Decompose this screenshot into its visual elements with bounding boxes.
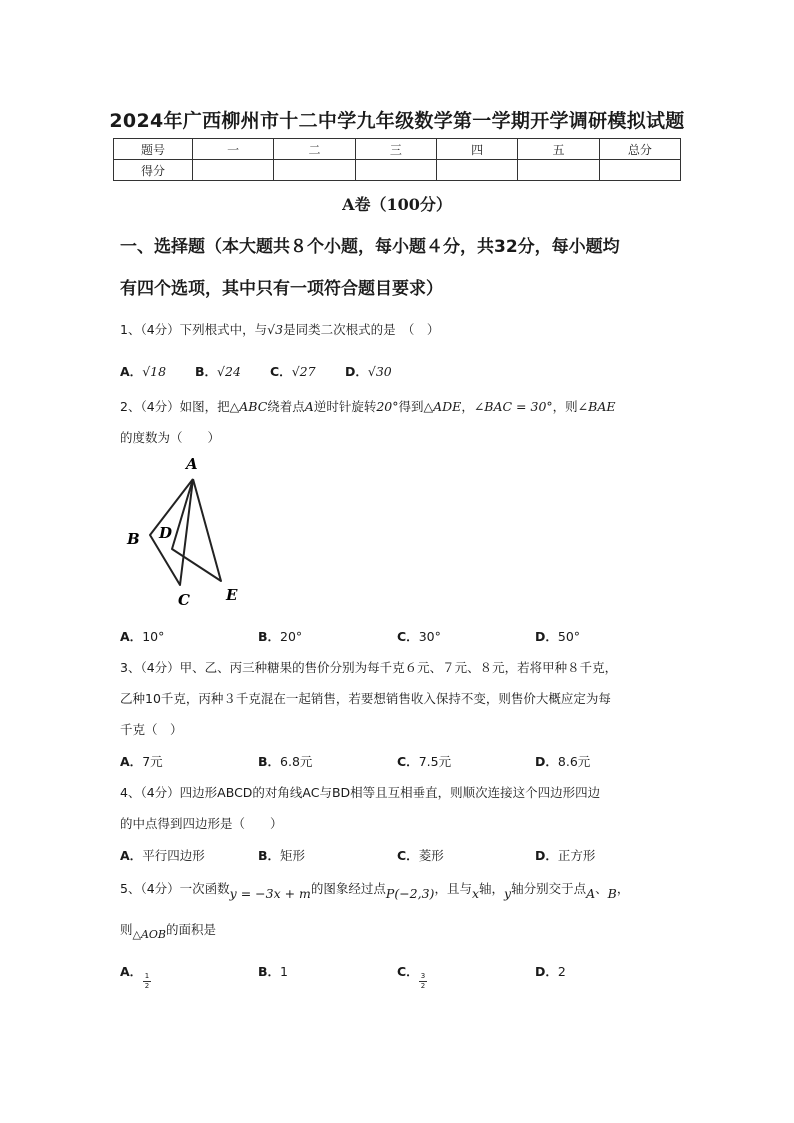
fraction-denominator: 2 — [420, 982, 426, 990]
q5-point-b: B — [607, 886, 617, 901]
score-header-cell: 五 — [518, 139, 599, 160]
score-cell — [599, 160, 680, 181]
volume-heading: A卷（100分） — [342, 195, 452, 214]
q1-radical: √3 — [267, 322, 284, 337]
q1-stem-text: 是同类二次根式的是 （ ） — [283, 322, 440, 337]
q5-y-var: y — [504, 886, 512, 901]
q5-stem-text: 则 — [120, 922, 133, 937]
score-row-label: 得分 — [114, 160, 193, 181]
option-label: C． — [270, 364, 292, 379]
q2-stem-text: 得到 — [398, 399, 424, 414]
q3-option-c — [397, 752, 451, 770]
q5-option-c — [397, 962, 419, 980]
option-label: B． — [195, 364, 218, 379]
option-value: √18 — [142, 364, 167, 379]
option-label: C． — [397, 848, 419, 863]
option-value: 8.6元 — [557, 754, 591, 769]
q5-function: y = −3x + m — [229, 886, 311, 901]
q2-triangle-ade: △ADE — [423, 399, 462, 414]
label-b: B — [127, 530, 140, 548]
q1-option-c — [270, 362, 316, 380]
option-value: 正方形 — [557, 848, 596, 863]
q2-option-b — [258, 627, 302, 645]
fraction-denominator: 2 — [144, 982, 150, 990]
q2-stem-text: 绕着点 — [267, 399, 305, 414]
q3-option-a — [120, 752, 163, 770]
fraction-numerator: 1 — [144, 972, 150, 980]
q4-option-c — [397, 846, 444, 864]
option-value: √30 — [367, 364, 392, 379]
q2-option-a — [120, 627, 164, 645]
q1-option-b — [195, 362, 241, 380]
option-label: D． — [535, 964, 558, 979]
q5-option-d — [535, 962, 566, 980]
option-label: C． — [397, 629, 419, 644]
q5-stem-text: 轴分别交于点 — [511, 881, 587, 896]
option-value: 1 — [280, 964, 288, 979]
option-label: C． — [397, 964, 419, 979]
q5-stem-text: ，且与 — [434, 881, 472, 896]
option-label: D． — [535, 754, 558, 769]
q2-stem — [120, 397, 615, 415]
q2-option-c — [397, 627, 441, 645]
q3-stem-line3: 千克（ ） — [120, 722, 183, 737]
q5-stem-text: 的面积是 — [166, 922, 217, 937]
option-value: 30° — [418, 629, 441, 644]
q4-option-a — [120, 846, 205, 864]
option-value: √24 — [217, 364, 241, 379]
score-table-header-row — [114, 139, 681, 160]
fraction-numerator: 3 — [420, 972, 426, 980]
q2-option-d — [535, 627, 580, 645]
q5-stem — [120, 879, 630, 901]
q2-rotation-figure — [120, 452, 260, 612]
option-value: 矩形 — [280, 848, 306, 863]
option-value: 6.8元 — [280, 754, 313, 769]
option-label: A． — [120, 364, 143, 379]
q3-stem-line1: 3、（4分）甲、乙、丙三种糖果的售价分别为每千克６元、７元、８元，若将甲种８千克， — [120, 660, 618, 675]
option-label: B． — [258, 754, 281, 769]
q1-stem-text: 1、（4分）下列根式中，与 — [120, 322, 268, 337]
q2-stem-text: 2、（4分）如图，把 — [120, 399, 230, 414]
score-header-cell: 四 — [436, 139, 517, 160]
score-cell — [518, 160, 599, 181]
score-header-cell: 二 — [274, 139, 355, 160]
label-d: D — [159, 524, 173, 542]
section-heading-line1: 一、选择题（本大题共８个小题，每小题４分，共32分，每小题均 — [120, 237, 620, 257]
option-label: B． — [258, 848, 281, 863]
option-label: C． — [397, 754, 419, 769]
q2-asked-angle: ∠BAE — [577, 399, 616, 414]
option-value: 20° — [280, 629, 303, 644]
q5-point: P(−2,3) — [385, 886, 435, 901]
q1-option-d — [345, 362, 392, 380]
score-header-cell: 三 — [355, 139, 436, 160]
option-label: D． — [535, 629, 558, 644]
option-label: A． — [120, 964, 143, 979]
score-cell — [274, 160, 355, 181]
q4-stem-line1: 4、（4分）四边形ABCD的对角线AC与BD相等且互相垂直，则顺次连接这个四边形四边 — [120, 785, 601, 800]
q3-option-d — [535, 752, 590, 770]
q2-angle: 20° — [376, 399, 399, 414]
q2-given-angle: ∠BAC = 30° — [473, 399, 553, 414]
score-table — [113, 138, 681, 181]
q2-stem-line2: 的度数为（ ） — [120, 430, 221, 445]
score-cell — [436, 160, 517, 181]
score-cell — [355, 160, 436, 181]
score-header-cell: 一 — [193, 139, 274, 160]
q1-stem — [120, 320, 439, 338]
option-value: 7元 — [142, 754, 163, 769]
label-c: C — [178, 591, 190, 609]
q2-stem-text: ，则 — [552, 399, 578, 414]
option-value: 50° — [557, 629, 581, 644]
triangle-ade — [172, 479, 221, 581]
score-header-cell: 总分 — [599, 139, 680, 160]
q5-stem-text: 轴， — [479, 881, 505, 896]
q4-option-d — [535, 846, 595, 864]
option-label: A． — [120, 848, 143, 863]
option-label: A． — [120, 754, 143, 769]
q5-stem-line2 — [120, 920, 217, 941]
option-label: B． — [258, 964, 281, 979]
exam-title: 2024年广西柳州市十二中学九年级数学第一学期开学调研模拟试题 — [109, 110, 685, 132]
option-label: A． — [120, 629, 143, 644]
option-value: 7.5元 — [418, 754, 452, 769]
q5-triangle: △AOB — [132, 928, 167, 941]
q5-stem-text: ， — [616, 881, 630, 896]
q5-point-a: A — [586, 886, 596, 901]
q4-option-b — [258, 846, 305, 864]
option-value: 平行四边形 — [142, 848, 205, 863]
option-label: D． — [345, 364, 368, 379]
score-table-score-row — [114, 160, 681, 181]
option-value: √27 — [291, 364, 316, 379]
option-value: 菱形 — [418, 848, 444, 863]
q3-option-b — [258, 752, 312, 770]
q2-point: A — [304, 399, 314, 414]
option-value: 2 — [557, 964, 566, 979]
option-label: B． — [258, 629, 281, 644]
section-heading-line2: 有四个选项，其中只有一项符合题目要求） — [120, 279, 443, 299]
q2-triangle-abc: △ABC — [229, 399, 268, 414]
q5-option-b — [258, 962, 288, 980]
q5-option-a-fraction — [143, 972, 151, 991]
score-header-cell: 题号 — [114, 139, 193, 160]
q2-stem-text: 逆时针旋转 — [313, 399, 377, 414]
option-label: D． — [535, 848, 558, 863]
q5-stem-text: 5、（4分）一次函数 — [120, 881, 230, 896]
q4-stem-line2: 的中点得到四边形是（ ） — [120, 816, 283, 831]
q5-option-c-fraction — [419, 972, 427, 991]
q5-x-var: x — [471, 886, 480, 901]
q2-stem-text: ， — [461, 399, 474, 414]
label-e: E — [226, 586, 238, 604]
q3-stem-line2: 乙种10千克，丙种３千克混在一起销售，若要想销售收入保持不变，则售价大概应定为每 — [120, 691, 611, 706]
q1-option-a — [120, 362, 166, 380]
q5-stem-text: 的图象经过点 — [310, 881, 386, 896]
option-value: 10° — [142, 629, 165, 644]
q5-option-a — [120, 962, 142, 980]
label-a: A — [186, 455, 198, 473]
score-cell — [193, 160, 274, 181]
q5-stem-text: 、 — [595, 881, 608, 896]
